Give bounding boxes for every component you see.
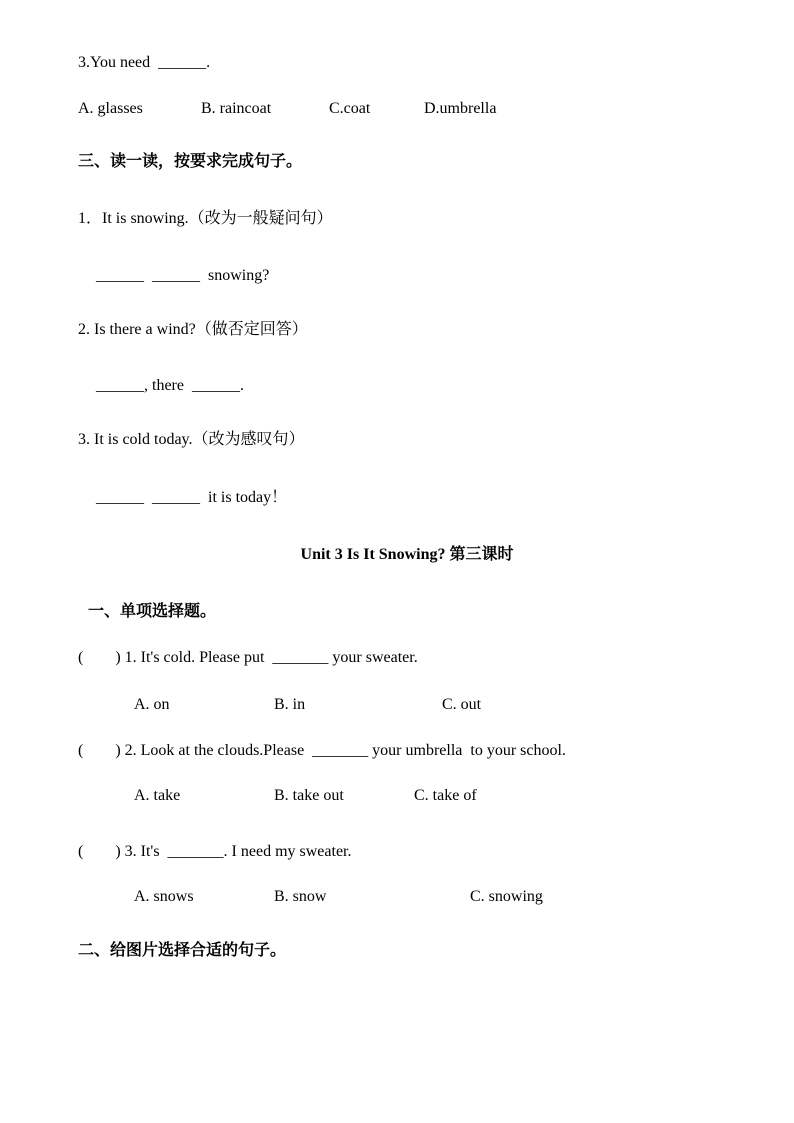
- section-1-heading: 一、单项选择题。: [88, 603, 217, 620]
- option-d: D.umbrella: [424, 100, 497, 117]
- option-c: C.coat: [329, 100, 371, 117]
- mc-question-3-option-b: B. snow: [274, 888, 327, 905]
- mc-question-3-stem: ( ) 3. It's _______. I need my sweater.: [78, 843, 352, 860]
- mc-question-2-option-c: C. take of: [414, 787, 477, 804]
- unit-title: Unit 3 Is It Snowing? 第三课时: [300, 546, 514, 563]
- mc-question-3-option-a: A. snows: [134, 888, 194, 905]
- mc-question-1-option-a: A. on: [134, 696, 170, 713]
- section-2-heading: 二、给图片选择合适的句子。: [78, 942, 287, 959]
- rewrite-item-3-answer: ______ ______ it is today！: [96, 489, 288, 506]
- rewrite-item-1-answer: ______ ______ snowing?: [96, 267, 270, 284]
- rewrite-item-2-prompt: 2. Is there a wind?（做否定回答）: [78, 321, 308, 338]
- mc-question-1-option-b: B. in: [274, 696, 306, 713]
- mc-question-3-option-c: C. snowing: [470, 888, 543, 905]
- option-a: A. glasses: [78, 100, 143, 117]
- mc-question-2-option-a: A. take: [134, 787, 181, 804]
- question-3-stem: 3.You need ______.: [78, 54, 211, 71]
- mc-question-2-stem: ( ) 2. Look at the clouds.Please _______ your umbrella to your school.: [78, 742, 566, 759]
- rewrite-item-2-answer: ______, there ______.: [96, 377, 244, 394]
- option-b: B. raincoat: [201, 100, 272, 117]
- section-3-heading: 三、读一读，按要求完成句子。: [78, 153, 303, 170]
- mc-question-1-stem: ( ) 1. It's cold. Please put _______ your sweater.: [78, 649, 418, 666]
- rewrite-item-3-prompt: 3. It is cold today.（改为感叹句）: [78, 431, 305, 448]
- rewrite-item-1-prompt: 1．It is snowing.（改为一般疑问句）: [78, 210, 333, 227]
- mc-question-1-option-c: C. out: [442, 696, 482, 713]
- mc-question-2-option-b: B. take out: [274, 787, 344, 804]
